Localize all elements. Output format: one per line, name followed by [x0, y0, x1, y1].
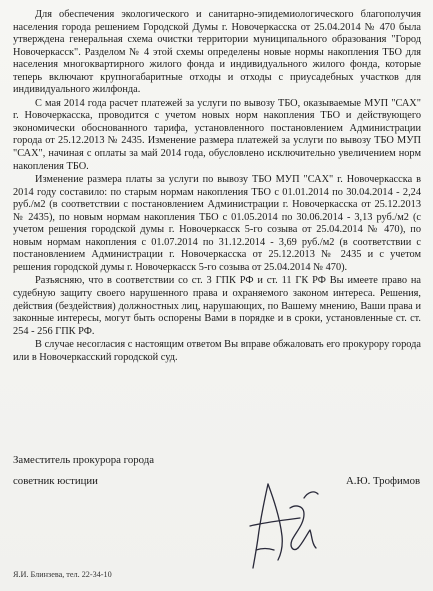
- paragraph-appeal-info: В случае несогласия с настоящим ответом Вы вправе обжаловать его прокурору города или в Новочеркасский городской суд.: [13, 339, 421, 363]
- paragraph-payment-calculation: С мая 2014 года расчет платежей за услуги по вывозу ТБО, оказываемые МУП "САХ" г. Новочеркасска, проводится с учетом новых норм накопления ТБО и действующего экономически обоснованного тарифа, установленного постановлением Администрации города от 25.12.2013 № 2435. Изменение размера платежей за услуги по вывозу ТБО МУП "САХ", начиная с оплаты за май 2014 года, обусловлено исключительно увеличением норм накопления ТБО.: [13, 97, 421, 172]
- paragraph-tariff-change: Изменение размера платы за услуги по вывозу ТБО МУП "САХ" г. Новочеркасска в 2014 году составило: по старым нормам накопления ТБО с 01.01.2014 по 30.04.2014 - 2,24 руб./м2 (в соответствии с постановлением Администрации г. Новочеркасска от 25.12.2013 № 2435), по новым нормам накопления ТБО с 01.05.2014 по 30.06.2014 - 3,13 руб./м2 (с учетом решения городской думы г. Новочеркасск 5-го созыва от 25.04.2014 № 470), по новым нормам накопления с 01.07.2014 по 31.12.2014 - 3,69 руб./м2 (в соответствии с постановлением Администрации г. Новочеркасска от 25.12.2013 № 2435 и с учетом решения городской думы г. Новочеркасск 5-го созыва от 25.04.2014 № 470).: [13, 174, 421, 273]
- letter-body: [13, 9, 421, 364]
- signer-rank: советник юстиции: [13, 475, 98, 487]
- signer-position: Заместитель прокурора города: [13, 454, 154, 466]
- signer-name: А.Ю. Трофимов: [346, 475, 421, 487]
- executor-contact: Я.И. Блинзева, тел. 22-34-10: [13, 570, 112, 579]
- paragraph-legal-rights: Разъясняю, что в соответствии со ст. 3 ГПК РФ и ст. 11 ГК РФ Вы имеете право на судебную защиту своего нарушенного права и охраняемого законом интереса. Решения, действия (бездействия) должностных лиц, нарушающих, по Вашему мнению, Ваши права и законные интересы, могут быть оспорены Вами в порядке и в сроки, установленные ст. ст. 254 - 256 ГПК РФ.: [13, 275, 421, 337]
- handwritten-signature: [238, 478, 333, 570]
- paragraph-tbo-norms: Для обеспечения экологического и санитарно-эпидемиологического благополучия населения города решением Городской Думы г. Новочеркасска от 25.04.2014 № 470 была утверждена генеральная схема очистки территории муниципального образования "Город Новочеркасск". Разделом № 4 этой схемы определены новые нормы накопления ТБО для населения многоквартирного жилого фонда и индивидуального жилого фонда, которые теперь включают крупногабаритные отходы и отходы с приусадебных участков для индивидуального жилфонда.: [13, 9, 421, 96]
